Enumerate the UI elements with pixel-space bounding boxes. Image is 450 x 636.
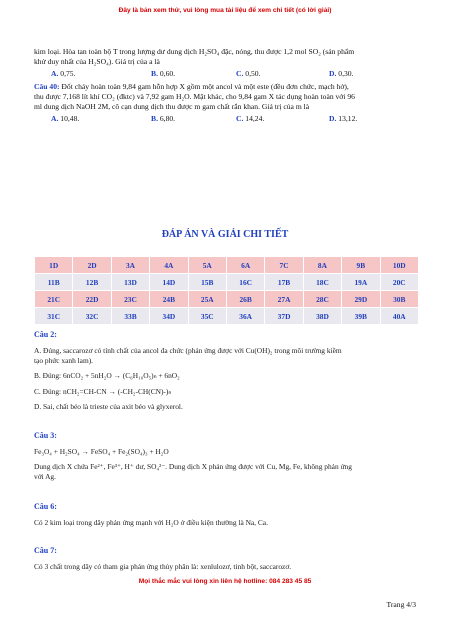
solution-7-heading: Câu 7: <box>34 546 57 555</box>
answer-cell: 1D <box>35 257 73 274</box>
answer-cell: 30B <box>380 291 418 308</box>
solution-2-c: C. Đúng: nCH₂=CH-CN → (-CH₂-CH(CN)-)ₙ <box>34 387 172 396</box>
answer-cell: 5A <box>188 257 226 274</box>
hotline-banner: Mọi thắc mắc vui lòng xin liên hệ hotline: 084 283 45 85 <box>138 578 312 585</box>
answer-cell: 24B <box>150 291 188 308</box>
answers-title: ĐÁP ÁN VÀ GIẢI CHI TIẾT <box>161 229 289 240</box>
answer-row <box>35 274 419 291</box>
answer-cell: 12B <box>73 274 111 291</box>
solution-2-a-line2: tạo phức xanh lam). <box>34 356 94 365</box>
answer-cell: 38D <box>303 308 341 325</box>
option-b: B. 6,80. <box>151 114 176 123</box>
answer-cell: 28C <box>303 291 341 308</box>
answer-row <box>35 257 419 274</box>
answer-cell: 18C <box>303 274 341 291</box>
q40-line-1: Câu 40: Đốt cháy hoàn toàn 9,84 gam hỗn hợp X gồm một ancol và một este (đều đơn chức, mạch hở), <box>34 82 349 91</box>
answer-cell: 37D <box>265 308 303 325</box>
answer-cell: 2D <box>73 257 111 274</box>
answer-row <box>35 291 419 308</box>
answer-key-table <box>34 256 419 325</box>
solution-2-d: D. Sai, chất béo là trieste của axit béo và glyxerol. <box>34 402 183 411</box>
q40-label: Câu 40: <box>34 82 60 91</box>
intro-line-2: khử duy nhất của H₂SO₄). Giá trị của a là <box>34 57 160 66</box>
answer-cell: 3A <box>111 257 149 274</box>
answer-cell: 13D <box>111 274 149 291</box>
answer-row <box>35 308 419 325</box>
option-b: B. 0,60. <box>151 69 176 78</box>
page-number: Trang 4/3 <box>386 600 416 609</box>
option-c: C. 0,50. <box>236 69 261 78</box>
option-d: D. 0,30. <box>329 69 354 78</box>
answer-cell: 9B <box>342 257 380 274</box>
solution-3-equation: Fe₃O₄ + H₂SO₄ → FeSO₄ + Fe₂(SO₄)₃ + H₂O <box>34 447 169 456</box>
solution-2-heading: Câu 2: <box>34 330 57 339</box>
answer-cell: 7C <box>265 257 303 274</box>
solution-6-heading: Câu 6: <box>34 502 57 511</box>
answer-cell: 21C <box>35 291 73 308</box>
answer-cell: 6A <box>226 257 264 274</box>
solution-2-a-line1: A. Đúng, saccarozơ có tính chất của ancol đa chức (phản ứng được với Cu(OH)₂ trong môi trường kiềm <box>34 346 342 355</box>
answer-cell: 29D <box>342 291 380 308</box>
answer-cell: 31C <box>35 308 73 325</box>
solution-3-line1: Dung dịch X chứa Fe²⁺, Fe³⁺, H⁺ dư, SO₄²⁻. Dung dịch X phản ứng được với Cu, Mg, Fe, không phản ứng <box>34 462 352 471</box>
answer-cell: 33B <box>111 308 149 325</box>
answer-cell: 19A <box>342 274 380 291</box>
answer-cell: 20C <box>380 274 418 291</box>
answer-cell: 16C <box>226 274 264 291</box>
answer-cell: 11B <box>35 274 73 291</box>
answer-cell: 4A <box>150 257 188 274</box>
answer-cell: 36A <box>226 308 264 325</box>
answer-cell: 35C <box>188 308 226 325</box>
option-a: A. 0,75. <box>51 69 76 78</box>
answer-cell: 40A <box>380 308 418 325</box>
answer-cell: 27A <box>265 291 303 308</box>
solution-3-line2: với Ag. <box>34 472 56 481</box>
solution-7-line1: Có 3 chất trong dãy có tham gia phản ứng thủy phân là: xenlulozơ, tinh bột, saccarozơ. <box>34 562 292 571</box>
answer-cell: 23C <box>111 291 149 308</box>
answer-cell: 10D <box>380 257 418 274</box>
intro-line-1: kim loại. Hòa tan toàn bộ T trong lượng dư dung dịch H₂SO₄ đặc, nóng, thu được 1,2 mol SO₂ (sản phẩm <box>34 47 355 56</box>
option-d: D. 13,12. <box>329 114 358 123</box>
answer-cell: 14D <box>150 274 188 291</box>
answer-cell: 34D <box>150 308 188 325</box>
q40-line-3: ml dung dịch NaOH 2M, cô cạn dung dịch thu được m gam chất rắn khan. Giá trị của m là <box>34 102 310 111</box>
answer-cell: 8A <box>303 257 341 274</box>
answer-cell: 39B <box>342 308 380 325</box>
option-a: A. 10,48. <box>51 114 80 123</box>
preview-banner: Đây là bản xem thử, vui lòng mua tài liệu để xem chi tiết (có lời giải) <box>118 7 332 14</box>
answer-cell: 26B <box>226 291 264 308</box>
answer-cell: 22D <box>73 291 111 308</box>
solution-6-line1: Có 2 kim loại trong dãy phản ứng mạnh với H₂O ở điều kiện thường là Na, Ca. <box>34 518 268 527</box>
q40-options <box>34 114 419 124</box>
solution-3-heading: Câu 3: <box>34 431 57 440</box>
solution-2-b: B. Đúng: 6nCO₂ + 5nH₂O → (C₆H₁₀O₅)ₙ + 6nO₂ <box>34 371 180 380</box>
answer-cell: 32C <box>73 308 111 325</box>
option-c: C. 14,24. <box>236 114 265 123</box>
answer-cell: 25A <box>188 291 226 308</box>
answer-cell: 15B <box>188 274 226 291</box>
answer-cell: 17B <box>265 274 303 291</box>
q39-options <box>34 69 419 79</box>
q40-line-2: thu được 7,168 lít khí CO₂ (đktc) và 7,92 gam H₂O. Mặt khác, cho 9,84 gam X tác dụng hoàn toàn với 96 <box>34 92 355 101</box>
